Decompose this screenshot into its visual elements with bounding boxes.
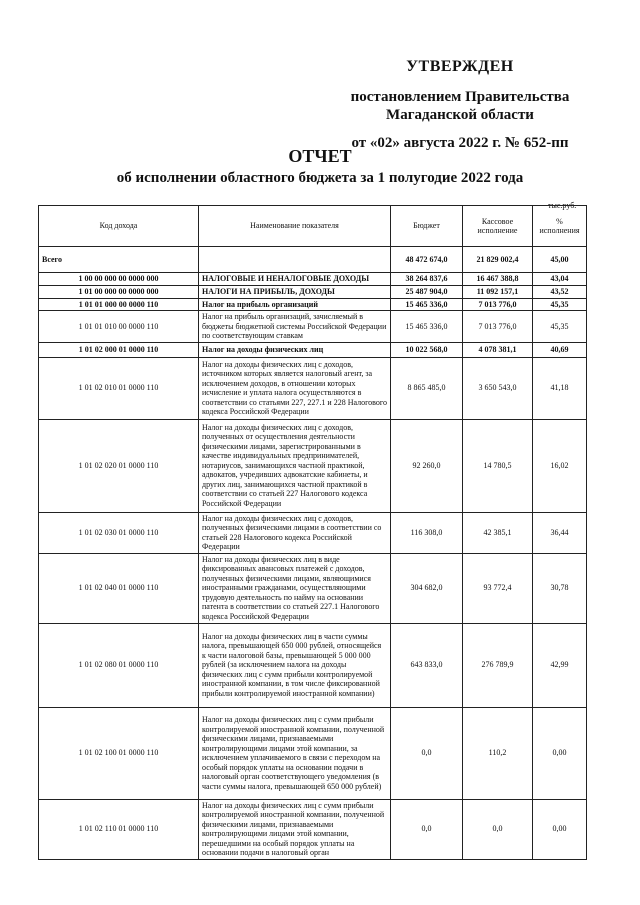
header-budget: Бюджет: [391, 206, 463, 247]
report-subtitle: об исполнении областного бюджета за 1 полугодие 2022 года: [116, 170, 524, 186]
cell-name: [199, 247, 391, 273]
table-row: [39, 707, 587, 799]
cell-budget: 92 260,0: [391, 419, 463, 512]
cell-budget: 15 465 336,0: [391, 311, 463, 343]
table-row: [39, 512, 587, 553]
cell-name: Налог на прибыль организаций, зачисляемый в бюджеты бюджетной системы Российской Федерации по соответствующим ставкам: [199, 311, 391, 343]
approval-heading: УТВЕРЖДЕН: [406, 58, 514, 75]
cell-budget: 10 022 568,0: [391, 342, 463, 357]
cell-name: НАЛОГИ НА ПРИБЫЛЬ, ДОХОДЫ: [199, 286, 391, 299]
cell-budget: 38 264 837,6: [391, 273, 463, 286]
approval-line: Магаданской области: [386, 107, 534, 123]
cell-code: 1 01 02 110 01 0000 110: [39, 799, 199, 859]
cell-budget: 15 465 336,0: [391, 298, 463, 311]
cell-budget: 25 487 904,0: [391, 286, 463, 299]
report-title: ОТЧЕТ: [288, 146, 352, 166]
cell-code: 1 01 01 010 00 0000 110: [39, 311, 199, 343]
cell-cash: 0,0: [463, 799, 533, 859]
cell-pct: 45,00: [533, 247, 587, 273]
cell-cash: 3 650 543,0: [463, 357, 533, 419]
cell-cash: 11 092 157,1: [463, 286, 533, 299]
cell-budget: 0,0: [391, 707, 463, 799]
cell-pct: 42,99: [533, 623, 587, 707]
table-row: [39, 298, 587, 311]
cell-code: 1 01 02 020 01 0000 110: [39, 419, 199, 512]
cell-cash: 16 467 388,8: [463, 273, 533, 286]
cell-pct: 43,52: [533, 286, 587, 299]
cell-budget: 304 682,0: [391, 553, 463, 623]
cell-pct: 45,35: [533, 298, 587, 311]
table-row: [39, 623, 587, 707]
cell-pct: 41,18: [533, 357, 587, 419]
cell-cash: 93 772,4: [463, 553, 533, 623]
header-pct: % исполнения: [533, 206, 587, 247]
budget-table: [38, 205, 587, 860]
cell-name: Налог на доходы физических лиц с сумм прибыли контролируемой иностранной компании, полученной физическими лицами, признаваемыми контролирующими лицами этой компании, за исключением уплачиваемого в связи с переходом на особый порядок уплаты на основании подачи в налоговый орган соответствующего уведомления (в части суммы налога, превышающей 650 000 рублей): [199, 707, 391, 799]
cell-cash: 14 780,5: [463, 419, 533, 512]
approval-block: [330, 58, 590, 152]
cell-pct: 0,00: [533, 799, 587, 859]
cell-budget: 643 833,0: [391, 623, 463, 707]
table-body: [39, 247, 587, 860]
cell-code: 1 01 02 000 01 0000 110: [39, 342, 199, 357]
table-row: [39, 553, 587, 623]
cell-code: 1 01 02 080 01 0000 110: [39, 623, 199, 707]
cell-pct: 0,00: [533, 707, 587, 799]
cell-name: Налог на доходы физических лиц в виде фиксированных авансовых платежей с доходов, полученных физическими лицами, являющимися иностранными гражданами, осуществляющими трудовую деятельность по найму на основании патента в соответствии со статьей 227.1 Налогового кодекса Российской Федерации: [199, 553, 391, 623]
table-header-row: [39, 206, 587, 247]
cell-name: Налог на доходы физических лиц с доходов, полученных от осуществления деятельности физическими лицами, зарегистрированными в качестве индивидуальных предпринимателей, нотариусов, занимающихся частной практикой, адвокатов, учредивших адвокатские кабинеты, и других лиц, занимающихся частной практикой в соответствии со статьей 227 Налогового кодекса Российской Федерации: [199, 419, 391, 512]
cell-name: Налог на доходы физических лиц в части суммы налога, превышающей 650 000 рублей, относящейся к части налоговой базы, превышающей 5 000 000 рублей (за исключением налога на доходы физических лиц с сумм прибыли контролируемой иностранной компании, в том числе фиксированной прибыли контролируемой иностранной компании): [199, 623, 391, 707]
cell-code: 1 01 02 030 01 0000 110: [39, 512, 199, 553]
cell-name: Налог на прибыль организаций: [199, 298, 391, 311]
cell-cash: 7 013 776,0: [463, 298, 533, 311]
cell-budget: 48 472 674,0: [391, 247, 463, 273]
cell-name: Налог на доходы физических лиц: [199, 342, 391, 357]
approval-line: постановлением Правительства: [350, 89, 570, 105]
table-row: [39, 286, 587, 299]
cell-cash: 42 385,1: [463, 512, 533, 553]
cell-name: НАЛОГОВЫЕ И НЕНАЛОГОВЫЕ ДОХОДЫ: [199, 273, 391, 286]
cell-name: Налог на доходы физических лиц с доходов, источником которых является налоговый агент, за исключением доходов, в отношении которых исчисление и уплата налога осуществляются в соответствии со статьями 227, 227.1 и 228 Налогового кодекса Российской Федерации: [199, 357, 391, 419]
table-row: [39, 311, 587, 343]
approval-date: от «02» августа 2022 г. № 652-пп: [351, 135, 569, 151]
cell-code: 1 01 02 100 01 0000 110: [39, 707, 199, 799]
cell-cash: 21 829 002,4: [463, 247, 533, 273]
header-name: Наименование показателя: [199, 206, 391, 247]
cell-cash: 110,2: [463, 707, 533, 799]
table-row: [39, 273, 587, 286]
cell-name: Налог на доходы физических лиц с сумм прибыли контролируемой иностранной компании, полученной физическими лицами, признаваемыми контролирующими лицами этой компании, перешедшими на особый порядок уплаты на основании подачи в налоговый орган: [199, 799, 391, 859]
cell-code: 1 01 00 000 00 0000 000: [39, 286, 199, 299]
cell-pct: 43,04: [533, 273, 587, 286]
table-row: [39, 419, 587, 512]
cell-name: Налог на доходы физических лиц с доходов, полученных физическими лицами в соответствии со статьей 228 Налогового кодекса Российской Федерации: [199, 512, 391, 553]
cell-budget: 8 865 485,0: [391, 357, 463, 419]
cell-code: 1 01 02 010 01 0000 110: [39, 357, 199, 419]
cell-budget: 0,0: [391, 799, 463, 859]
cell-budget: 116 308,0: [391, 512, 463, 553]
cell-code: Всего: [39, 247, 199, 273]
header-code: Код дохода: [39, 206, 199, 247]
cell-code: 1 00 00 000 00 0000 000: [39, 273, 199, 286]
cell-pct: 45,35: [533, 311, 587, 343]
cell-cash: 276 789,9: [463, 623, 533, 707]
cell-cash: 7 013 776,0: [463, 311, 533, 343]
cell-cash: 4 078 381,1: [463, 342, 533, 357]
cell-pct: 36,44: [533, 512, 587, 553]
table-row: [39, 357, 587, 419]
table-row: [39, 342, 587, 357]
table-row: [39, 247, 587, 273]
table-row: [39, 799, 587, 859]
cell-pct: 16,02: [533, 419, 587, 512]
cell-pct: 40,69: [533, 342, 587, 357]
cell-code: 1 01 01 000 00 0000 110: [39, 298, 199, 311]
cell-code: 1 01 02 040 01 0000 110: [39, 553, 199, 623]
cell-pct: 30,78: [533, 553, 587, 623]
header-cash: Кассовое исполнение: [463, 206, 533, 247]
units-label: тыс.руб.: [548, 201, 577, 210]
